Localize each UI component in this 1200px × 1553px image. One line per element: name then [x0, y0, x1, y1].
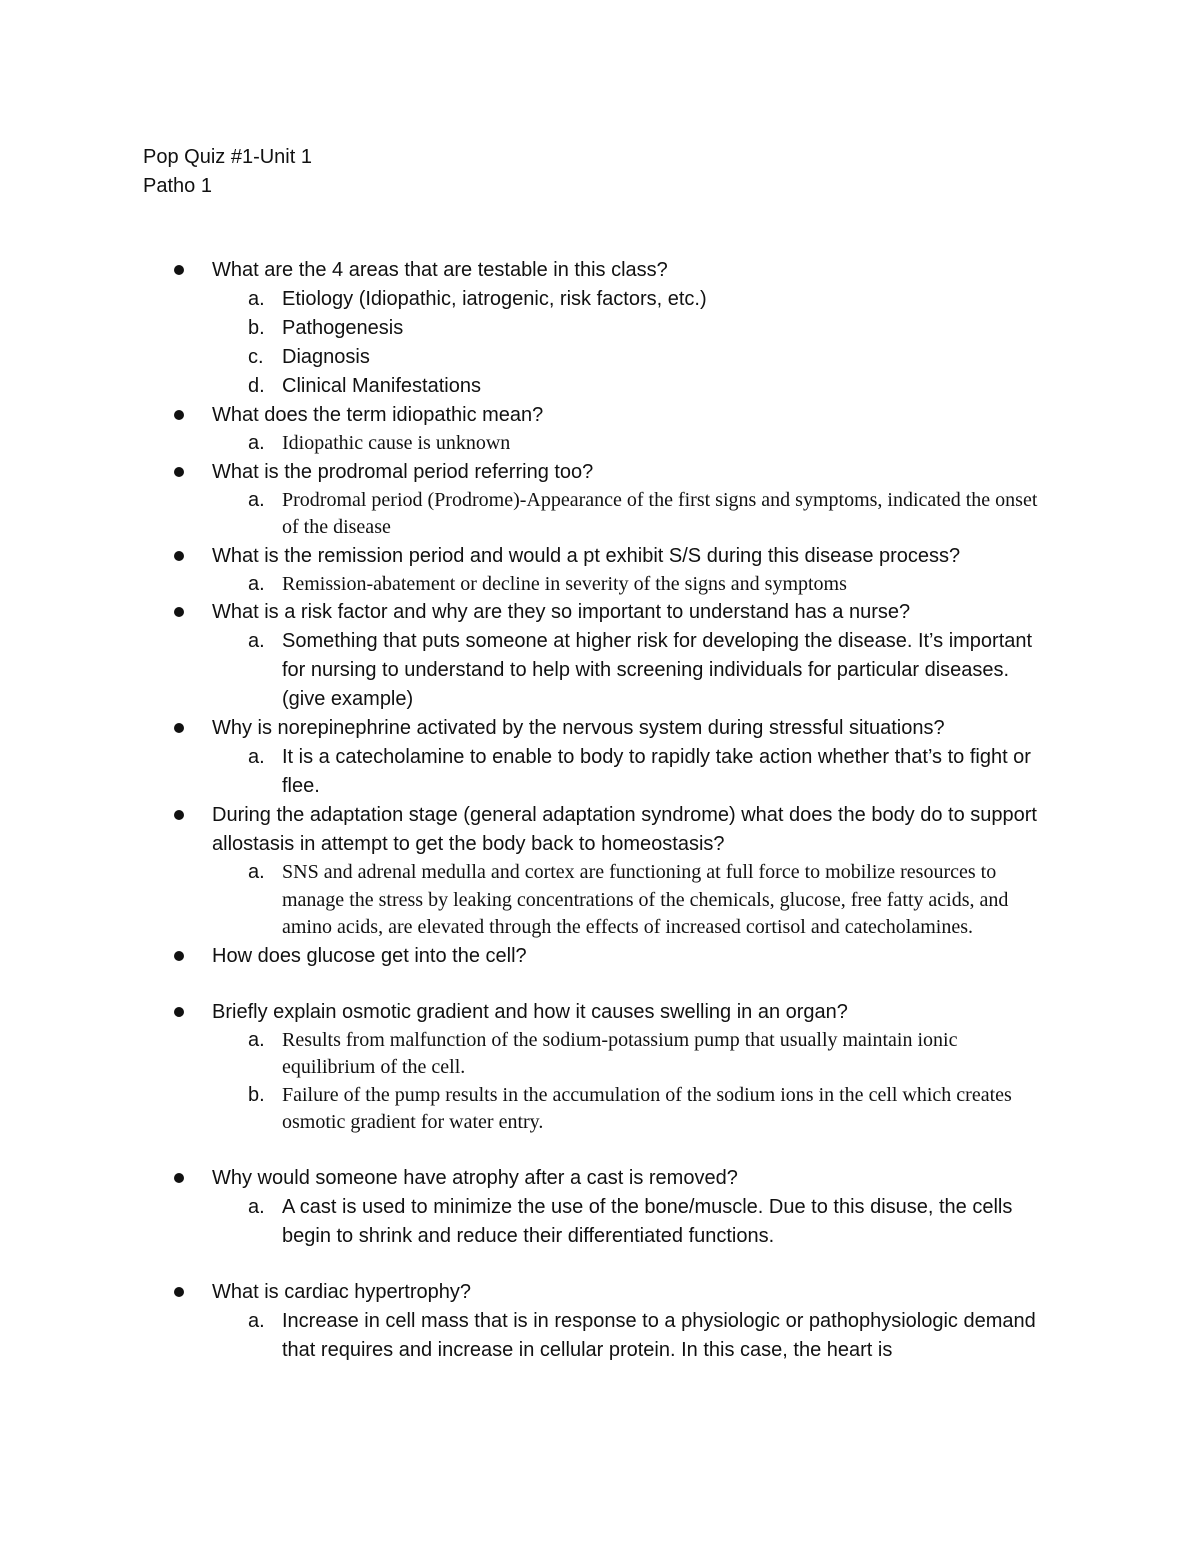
answer-item [0, 430, 1042, 458]
answer-marker: a. [248, 572, 265, 595]
answer-item [0, 859, 1042, 942]
answer-item [0, 372, 1042, 401]
answer-marker: b. [248, 1083, 265, 1106]
bullet-icon [174, 1173, 184, 1183]
bullet-icon [174, 951, 184, 961]
answer-marker: a. [248, 1028, 265, 1051]
question-text: What is the prodromal period referring too? [212, 460, 594, 483]
answer-item [0, 1193, 1042, 1251]
question-text: What is cardiac hypertrophy? [212, 1280, 472, 1303]
answer-item [0, 285, 1042, 314]
question-item [0, 714, 1042, 743]
answer-text: Something that puts someone at higher risk for developing the disease. It’s important for nursing to understand to help with screening individuals for particular diseases. (give example) [282, 630, 1033, 710]
question-item [0, 542, 1042, 571]
answer-marker: a. [248, 861, 265, 883]
question-text: Briefly explain osmotic gradient and how it causes swelling in an organ? [212, 1000, 848, 1023]
answer-item [0, 487, 1042, 542]
bullet-icon [174, 1007, 184, 1017]
answer-text: Failure of the pump results in the accumulation of the sodium ions in the cell which creates osmotic gradient for water entry. [282, 1083, 1012, 1133]
question-list [0, 256, 1200, 1365]
question-item [0, 942, 1042, 971]
question-item [0, 801, 1042, 859]
bullet-icon [174, 810, 184, 820]
answer-text: Etiology (Idiopathic, iatrogenic, risk factors, etc.) [282, 288, 707, 310]
answer-marker: a. [248, 288, 265, 310]
question-text: What is the remission period and would a pt exhibit S/S during this disease process? [212, 544, 961, 567]
question-item [0, 401, 1042, 430]
answer-marker: a. [248, 432, 265, 454]
course-name: Patho 1 [143, 175, 212, 197]
answer-marker: b. [248, 317, 265, 339]
answer-item [0, 743, 1042, 801]
question-text: How does glucose get into the cell? [212, 944, 527, 967]
answer-item [0, 1027, 1042, 1082]
question-item [0, 598, 1042, 627]
blank-line [0, 971, 1200, 998]
answer-text: Remission-abatement or decline in severity of the signs and symptoms [282, 572, 847, 595]
bullet-icon [174, 265, 184, 275]
question-text: What does the term idiopathic mean? [212, 404, 544, 426]
question-text: Why would someone have atrophy after a cast is removed? [212, 1166, 738, 1189]
question-item [0, 998, 1042, 1027]
answer-marker: a. [248, 488, 265, 511]
question-text: Why is norepinephrine activated by the nervous system during stressful situations? [212, 717, 945, 739]
answer-text: Idiopathic cause is unknown [282, 432, 511, 454]
answer-item [0, 314, 1042, 343]
answer-text: SNS and adrenal medulla and cortex are functioning at full force to mobilize resources to manage the stress by leaking concentrations of the chemicals, glucose, free fatty acids, and amino acids, are elevated through the effects of increased cortisol and catecholamines. [282, 861, 1009, 938]
bullet-icon [174, 723, 184, 733]
question-item [0, 1278, 1042, 1307]
bullet-icon [174, 551, 184, 561]
answer-text: Diagnosis [282, 346, 370, 368]
question-item [0, 458, 1042, 487]
answer-marker: a. [248, 1309, 265, 1332]
question-text: During the adaptation stage (general adaptation syndrome) what does the body do to support allostasis in attempt to get the body back to homeostasis? [212, 804, 1037, 855]
bullet-icon [174, 607, 184, 617]
blank-line [0, 1251, 1200, 1278]
bullet-icon [174, 410, 184, 420]
answer-text: Prodromal period (Prodrome)-Appearance of the first signs and symptoms, indicated the onset of the disease [282, 488, 1038, 538]
blank-line [0, 1137, 1200, 1164]
answer-item [0, 627, 1042, 714]
answer-text: A cast is used to minimize the use of the bone/muscle. Due to this disuse, the cells begin to shrink and reduce their differentiated functions. [282, 1195, 1013, 1247]
answer-item [0, 571, 1042, 599]
answer-text: Results from malfunction of the sodium-potassium pump that usually maintain ionic equilibrium of the cell. [282, 1028, 958, 1078]
answer-item [0, 343, 1042, 372]
bullet-icon [174, 1287, 184, 1297]
answer-item [0, 1307, 1042, 1365]
quiz-title: Pop Quiz #1-Unit 1 [143, 146, 312, 168]
document-header [143, 143, 312, 201]
answer-text: Pathogenesis [282, 317, 404, 339]
question-text: What is a risk factor and why are they so important to understand has a nurse? [212, 601, 911, 623]
answer-marker: d. [248, 375, 265, 397]
question-item [0, 256, 1042, 285]
answer-marker: c. [248, 346, 264, 368]
answer-marker: a. [248, 1195, 265, 1218]
answer-item [0, 1082, 1042, 1137]
bullet-icon [174, 467, 184, 477]
answer-text: Clinical Manifestations [282, 375, 481, 397]
answer-marker: a. [248, 746, 265, 768]
answer-marker: a. [248, 630, 265, 652]
question-item [0, 1164, 1042, 1193]
answer-text: Increase in cell mass that is in response to a physiologic or pathophysiologic demand that requires and increase in cellular protein. In this case, the heart is [282, 1309, 1036, 1361]
question-text: What are the 4 areas that are testable in this class? [212, 259, 668, 281]
answer-text: It is a catecholamine to enable to body to rapidly take action whether that’s to fight or flee. [282, 746, 1031, 797]
